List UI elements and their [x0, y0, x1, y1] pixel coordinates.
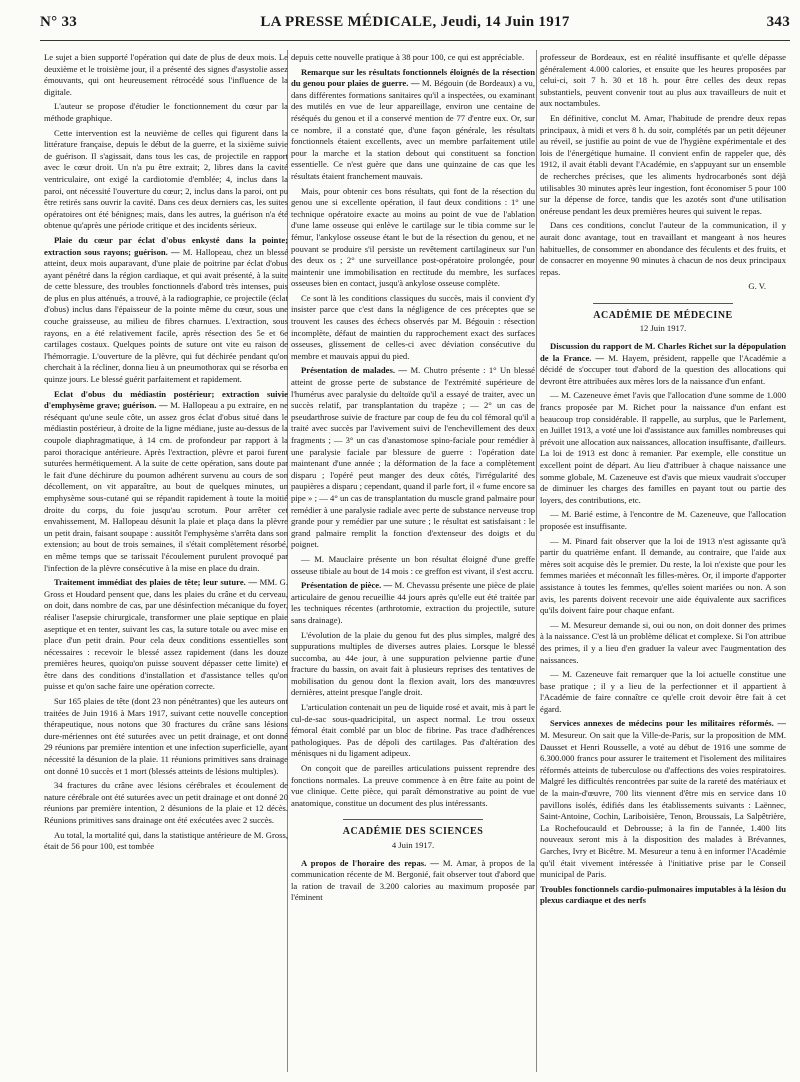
section-date: 12 Juin 1917. [639, 323, 687, 334]
paragraph: — M. Mesureur demande si, oui ou non, on doit donner des primes à la naissance. C'est là un problème délicat et complexe. Si l'on attribue des primes, il y a lieu d'en graduer la valeur avec l'augmentation des naissances. [540, 619, 786, 665]
issue-number: N° 33 [40, 14, 78, 30]
paragraph: 34 fractures du crâne avec lésions cérébrales et écoulement de nature cérébrale ont été suturées avec un petit drainage et ont donné 20 réunions par première intention, 2 désunions de la plaie et 12 décès. Réunions primitives sans drainage ont été exécutées avec 2 succès. [44, 780, 288, 825]
section-date: 4 Juin 1917. [391, 840, 435, 850]
section-heading: Eclat d'obus du médiastin postérieur; extraction suivie d'emphysème grave; guérison. — [44, 388, 288, 411]
page-header [40, 14, 790, 36]
column-1 [44, 52, 288, 1072]
paragraph: M. Mesureur. On sait que la Ville-de-Paris, sur la proposition de MM. Dausset et Henri Rousselle, a voté au début de 1916 une somme de 6.300.000 francs pour assurer le traitement et l'isolement des militaires réformés atteints de tuberculose ou d'affections des voies respiratoires. Malgré les difficultés rencontrées par suite de la rareté des matériaux et de la main-d'œuvre, 700 lits viennent d'être mis en service dans 10 pavillons isolés, édifiés dans les établissements suivants : Laënnec, Saint-Antoine, Cochin, Lariboisière, Tenon, Broussais, La Salpêtrière, La Rochefoucauld et Debrousse; à la fin de l'année, 1.400 lits nouveaux seront mis à la disposition des malades à Brévannes, Garches, Ivry et Bicêtre. M. Mesureur a tenu à en informer l'Académie qu'il était vivement intéressée à l'initiative prise par le Conseil municipal de Paris. [540, 730, 786, 880]
section-heading: Présentation de malades. — [301, 365, 408, 376]
paragraph: M. Bégouin (de Bordeaux) a vu, dans différentes formations sanitaires qu'il a inspectées, ou examinant des mutilés en vue de leur appareillage, environ une centaine de réséqués du genou et il a conservé mention de 77 d'entre eux. Or, sur ce nombre, il a constaté que, d'une façon générale, les résultats fonctionnels étaient excellents, avec un membre parfaitement utile pour la marche et la station debout qui constituent sa fonction essentielle. Ce n'est guère que dans une quinzaine de cas que les résultats étaient franchement mauvais. [291, 78, 535, 181]
paragraph: L'évolution de la plaie du genou fut des plus simples, malgré des suppurations multiples de diverses autres plaies. Lorsque le blessé succomba, au 44e jour, à une suppuration pelvienne partie d'une fracture du bassin, on avait fait à plusieurs reprises des tentatives de mobilisation du genou dont la flexion avait, lors des manœuvres dernières, atteint presque l'angle droit. [291, 629, 535, 698]
author-signature: G. V. [748, 281, 766, 292]
paragraph: MM. G. Gross et Houdard pensent que, dans les plaies du crâne et du cerveau, on doit, dans nombre de cas, par une désinfection mécanique du foyer, réaliser l'asepsie chirurgicale, transformer une plaie septique en plaie aseptique et en tenter, suivant les cas, la suture totale ou avec mise en place d'un petit drain. Pour cela deux conditions essentielles sont nécessaires : recevoir le blessé assez rapidement (dans les douze premières heures, quoiqu'on puisse souvent dépasser cette limite) et être dans des conditions d'installation et d'assistance telles qu'on puisse et qu'on sache faire une opération correcte. [44, 577, 288, 692]
section-heading: Présentation de pièce. — [301, 580, 393, 591]
paragraph: Mais, pour obtenir ces bons résultats, qui font de la résection du genou une si excellente opération, il faut deux conditions : 1° une technique opératoire exacte au moins au point de vue de l'ablation d'une lame osseuse qui enlève le cartilage sur le tibia comme sur le fémur, l'ankylose osseuse étant le but de la résection du genou, et ne pouvant se produire s'il persiste un revêtement cartilagineux sur l'un des deux os ; 2° une surveillance post-opératoire prolongée, pour maintenir une immobilisation en rectitude du membre, les surfaces osseuses bien en contact, jusqu'à ankylose osseuse complète. [291, 185, 535, 289]
journal-title: LA PRESSE MÉDICALE, Jeudi, 14 Juin 1917 [260, 14, 570, 30]
section-title: ACADÉMIE DES SCIENCES [342, 826, 484, 838]
section-rule [343, 819, 483, 820]
paragraph: M. Chevassu présente une pièce de plaie articulaire de genou recueillie 44 jours après qu'elle eut été traitée par les techniques récentes (arthrotomie, extraction du projectile, suture sans drainage). [291, 580, 535, 625]
paragraph: M. Hayem, président, rappelle que l'Académie a décidé de s'occuper tout d'abord de la question des allocations qui devront être attribuées aux mères lors de la naissance d'un enfant. [540, 352, 786, 386]
paragraph: M. Hallopeau a pu extraire, en ne réséquant qu'une seule côte, un assez gros éclat d'obus situé dans le médiastin postérieur, à droite de la ligne médiane, juste au-dessus de la coupole diaphragmatique, à 14 cm. de profondeur par rapport à la paroi thoracique antérieure. Après l'extraction, plèvre et paroi furent suturées hermétiquement. A la suite de cette opération, sans doute par le fait d'une déchirure du poumon adhérent survenu au cours de son décollement, on vit apparaître, au bout de quelques minutes, un emphysème sous-cutané qui se répandit rapidement à toute la moitié droite du corps, du foie jusqu'au scrotum. Pour arrêter cet envahissement, M. Hallopeau désunit la plaie et plaça dans la plèvre un petit drain, faisant soupape : aussitôt l'emphysème s'arrêta dans son extension; au bout de trois semaines, il s'était complètement résorbé, en même temps que se tarissait l'écoulement purulent provoqué par l'infection de la plèvre consécutive à la mise en place du drain. [44, 400, 288, 573]
header-rule [40, 40, 790, 41]
paragraph: — M. Mauclaire présente un bon résultat éloigné d'une greffe osseuse tibiale au bout de 14 mois : ce greffon est vivant, il s'est accru. [291, 553, 535, 576]
section-heading: Services annexes de médecins pour les militaires réformés. — [550, 718, 786, 729]
paragraph: — M. Pinard fait observer que la loi de 1913 n'est agissante qu'à partir du quatrième enfant. Il demande, au contraire, que l'aide aux mères soit acquise dès le premier. Du reste, la loi n'existe que pour les femmes mariées et méconnaît les filles-mères. Or, il importe d'apporter assistance à toutes les femmes, qu'elles soient mariées ou non. A son avis, les parents doivent recevoir une aide équivalente aux sacrifices qu'ils doivent faire pour chaque enfant. [540, 535, 786, 616]
section-title: ACADÉMIE DE MÉDECINE [593, 309, 733, 321]
page-number: 343 [766, 14, 790, 30]
paragraph: Sur 165 plaies de tête (dont 23 non pénétrantes) que les auteurs ont traitées de Juin 1916 à Mars 1917, suivant cette nouvelle conception thérapeutique, nous notons que 30 fractures du crâne sans lésions dure-mériennes ont été suturées avec un petit drainage, et ont donné 29 réunions par première intention et une infection superficielle, ayant nécessité la désunion de la plaie. 11 réunions primitives sans drainage ont donné 10 succès et 1 mort (blessés atteints de lésions multiples). [44, 696, 288, 776]
paragraph: En définitive, conclut M. Amar, l'habitude de prendre deux repas principaux, à midi et vers 8 h. du soir, complétés par un petit déjeuner au réveil, se justifie au point de vue de l'hygiène expérimentale et des lois de l'énergétique humaine. Il convient enfin de rappeler que, dès 1912, il avait établi devant l'Académie, en s'appuyant sur un ensemble de recherches précises, que les aliments hydrocarbonés sont déjà utilisables 30 minutes après leur ingestion, font économiser 5 pour 100 sur la dépense de force, tandis que les azotés sont d'une utilisation onéreuse pendant les deux premières heures qui suivent le repas. [540, 112, 786, 216]
paragraph: L'articulation contenait un peu de liquide rosé et avait, mis à part le cul-de-sac sous-quadricipital, un aspect normal. Le trou osseux fémoral était comblé par un bloc de fibrine. Pas trace d'adhérences pathologiques. Pas de dépoli des cartilages. Pas d'altération des ménisques ni du ligament adipeux. [291, 702, 535, 759]
column-3 [540, 52, 786, 1072]
paragraph: Ce sont là les conditions classiques du succès, mais il convient d'y insister parce que c'est dans la négligence de ces préceptes que se trouvent les causes des échecs observés par M. Bégouin : résection incomplète, défaut de maintien du rapprochement exact des surfaces osseuses, glissement de celles-ci avec déviation consécutive du membre et mauvais appui du pied. [291, 292, 535, 361]
column-divider [536, 50, 537, 1072]
paragraph: M. Hallopeau, chez un blessé atteint, deux mois auparavant, d'une plaie de poitrine par éclat d'obus ayant pénétré dans la région cardiaque, et qui avait présenté, à la suite de cette blessure, des troubles fonctionnels d'abord très intenses, puis de plus en plus atténués, a trouvé, à la radiographie, ce projectile (éclat d'obus) inclus dans l'épaisseur de la pointe même du cœur, sous une couche graisseuse, au milieu de fibres charnues. L'extraction, sous rayons, en a été relativement facile, après résection des 5e et 6e cartilages costaux. Quelques points de suture ont vite eu raison de l'hémorragie. L'ouverture de la plèvre, qui fut déchirée pendant qu'on cherchait à la récliner, donna lieu à un pneumothorax qui se résorba en quinze jours. Le blessé guérit parfaitement et rapidement. [44, 246, 288, 385]
section-heading: Plaie du cœur par éclat d'obus enkysté dans la pointe; extraction sous rayons; guérison. — [44, 234, 288, 257]
section-heading: A propos de l'horaire des repas. — [301, 857, 439, 868]
section-heading: Traitement immédiat des plaies de tête; leur suture. — [54, 577, 257, 588]
paragraph: L'auteur se propose d'étudier le fonctionnement du cœur par la méthode graphique. [44, 101, 288, 123]
paragraph: M. Chutro présente : 1° Un blessé atteint de grosse perte de substance de l'extrémité supérieure de l'humérus avec paralysie du deltoïde qu'il a essayé de traiter, avec un succès relatif, par transplantation du trapèze ; — 2° un cas de pseudarthrose suivie de fracture par coup de feu du col fémoral qu'il a traité avec succès par l'avivement suivi de l'enchevillement des deux fragments ; — 3° un cas d'anastomose spino-faciale pour remédier à une paralysie faciale par blessure de guerre : l'opération date maintenant d'une année ; la déformation de la face a complètement disparu ; l'opéré peut manger des deux côtés, l'irrégularité des paupières a disparu ; cependant, quand il parle fort, il « fume encore sa pipe » ; — 4° un cas de transplantation du muscle grand palmaire pour remédier à une paralysie radiale avec perte de substance nerveuse trop grande pour y remédier par une suture ; le résultat est satisfaisant : le grand palmaire remplit la fonction d'extenseur des doigts et du poignet. [291, 365, 535, 550]
section-heading: Discussion du rapport de M. Charles Richet sur la dépopulation de la France. — [540, 341, 786, 363]
paragraph: Le sujet a bien supporté l'opération qui date de plus de deux mois. Le deuxième et le troisième jour, il a présenté des signes d'asystolie assez émouvants, qui ont heureusement rétrocédé sous l'influence de la digitale. [44, 52, 288, 97]
paragraph: — M. Barié estime, à l'encontre de M. Cazeneuve, que l'allocation proposée est insuffisante. [540, 509, 786, 531]
paragraph: Cette intervention est la neuvième de celles qui figurent dans la littérature française, depuis le début de la guerre, et la sixième suivie de guérison. Il s'agissait, dans tous les cas, de projectile en rapport avec le cœur droit. Un n'a pu être extrait; 2, libres dans la cavité ventriculaire, ont exigé la cardiotomie d'emblée; 4, inclus dans la paroi, ont nécessité l'ouverture du cœur; 2, inclus dans la paroi, ont pu être retirés sans ouvrir la cavité. Dans ces deux derniers cas, les suites opératoires ont été bénignes; mais, dans les autres, la guérison n'a été obtenue qu'après une période critique et des incidents sérieux. [44, 127, 288, 231]
paragraph: On conçoit que de pareilles articulations puissent reprendre des fonctions normales. La preuve commence à en être faite au point de vue clinique. Cette pièce, qui paraît démonstrative au point de vue anatomique, constitue un document des plus intéressants. [291, 763, 535, 808]
section-heading: Remarque sur les résultats fonctionnels éloignés de la résection du genou pour plaies de guerre. — [291, 66, 535, 89]
section-heading: Troubles fonctionnels cardio-pulmonaires imputables à la lésion du plexus cardiaque et des nerfs [540, 883, 786, 906]
paragraph: Dans ces conditions, conclut l'auteur de la communication, il y aurait donc avantage, tout en travaillant et mangeant à nos heures habituelles, de consommer en abondance des féculents et des fruits, et de consacrer en moyenne 90 minutes à chacun de nos deux principaux repas. [540, 220, 786, 277]
paragraph: depuis cette nouvelle pratique à 38 pour 100, ce qui est appréciable. [291, 52, 525, 62]
section-rule [593, 303, 733, 304]
paragraph: — M. Cazeneuve émet l'avis que l'allocation d'une somme de 1.000 francs proposée par M. Richet pour la naissance d'un enfant est beaucoup trop considérable. Il rappelle, au surplus, que le Parlement, en Juillet 1913, a voté une loi d'assistance aux familles nombreuses qui prévoit une allocation aux naissances, allocation insuffisante, d'ailleurs. La loi de 1913 est donc à remanier. Par exemple, elle constitue un excellent point de départ. Au lieu d'attribuer à chaque naissance une somme globale, M. Cazeneuve est d'avis que mieux vaudrait s'occuper de diminuer les charges des familles en payant tout ou partie des loyers, des contributions, etc. [540, 390, 786, 505]
paragraph: M. Amar, à propos de la communication récente de M. Bergonié, fait observer tout d'abord que la ration de travail de 3.200 calories au maximum proposée par l'éminent [291, 857, 535, 903]
paragraph: Au total, la mortalité qui, dans la statistique antérieure de M. Gross, était de 56 pour 100, est tombée [44, 829, 288, 852]
paragraph: — M. Cazeneuve fait remarquer que la loi actuelle constitue une base pratique ; il y a lieu de la perfectionner et il appartient à l'Académie de faire connaître ce qu'elle croit devoir être fait à cet égard. [540, 669, 786, 714]
paragraph: professeur de Bordeaux, est en réalité insuffisante et qu'elle dépasse généralement 4.000 calories, et ensuite que les heures proposées par celui-ci, soit 7 h. 30 et 18 h. pour être celles des deux repas substantiels, peuvent convenir tout au plus aux travailleurs de nuit et aux noctambules. [540, 52, 786, 109]
column-2 [291, 52, 535, 1072]
